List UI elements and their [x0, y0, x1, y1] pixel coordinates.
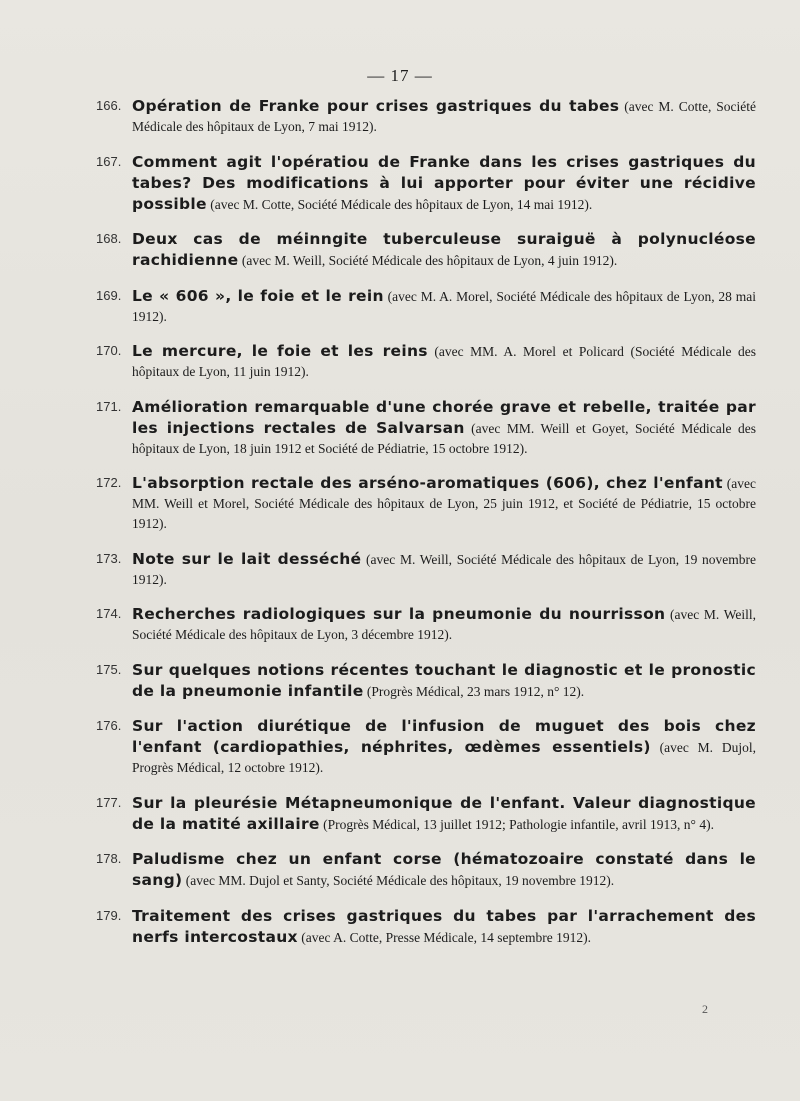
bibliography-entry-169	[96, 286, 756, 327]
page-number: — 17 —	[367, 66, 433, 85]
bibliography-entry-168	[96, 229, 756, 271]
entry-number: 178.	[96, 851, 122, 866]
entry-number: 169.	[96, 287, 122, 303]
entry-number: 172.	[96, 475, 122, 490]
entry-title: Paludisme chez un enfant corse (hématozoaire constaté dans le sang)	[132, 850, 756, 889]
signature-mark: 2	[702, 1002, 708, 1016]
entry-number: 173.	[96, 550, 122, 566]
bibliography-entry-172	[96, 473, 756, 534]
entry-title: Le mercure, le foie et les reins	[132, 342, 428, 360]
entry-title: Sur quelques notions récentes touchant le diagnostic et le pronostic de la pneumonie infantile	[132, 660, 756, 700]
entry-reference: (avec M. A. Morel, Société Médicale des hôpitaux de Lyon, 28 mai 1912).	[132, 288, 756, 324]
entry-title: Sur la pleurésie Métapneumonique de l'enfant. Valeur diagnostique de la matité axillaire	[132, 793, 756, 833]
bibliography-entry-176	[96, 716, 756, 778]
bibliography-entry-171	[96, 397, 756, 459]
entry-number: 179.	[96, 907, 122, 923]
entry-reference: (avec MM. Dujol et Santy, Société Médicale des hôpitaux, 19 novembre 1912).	[182, 873, 615, 888]
bibliography-list	[96, 96, 756, 962]
entry-title: Deux cas de méinngite tuberculeuse suraiguë à polynucléose rachidienne	[132, 230, 756, 269]
entry-title: Traitement des crises gastriques du tabes par l'arrachement des nerfs intercostaux	[132, 906, 756, 946]
entry-title: Sur l'action diurétique de l'infusion de muguet des bois chez l'enfant (cardiopathies, néphrites, œdèmes essentiels)	[132, 717, 756, 756]
bibliography-entry-167	[96, 152, 756, 215]
entry-number: 176.	[96, 718, 122, 733]
entry-number: 174.	[96, 606, 122, 621]
bibliography-entry-175	[96, 660, 756, 702]
entry-number: 171.	[96, 398, 122, 414]
entry-number: 168.	[96, 231, 122, 246]
entry-title: Note sur le lait desséché	[132, 549, 362, 568]
entry-number: 166.	[96, 98, 122, 113]
bibliography-entry-178	[96, 849, 756, 891]
entry-title: Comment agit l'opératiou de Franke dans les crises gastriques du tabes? Des modifications à lui apporter pour éviter une récidive possible	[132, 152, 756, 213]
entry-reference: (avec M. Weill, Société Médicale des hôpitaux de Lyon, 19 novembre 1912).	[132, 551, 756, 587]
entry-title: Recherches radiologiques sur la pneumonie du nourrisson	[132, 605, 666, 623]
bibliography-entry-174	[96, 604, 756, 645]
bibliography-entry-166	[96, 96, 756, 137]
entry-title: Le « 606 », le foie et le rein	[132, 286, 384, 305]
entry-title: Amélioration remarquable d'une chorée grave et rebelle, traitée par les injections rectales de Salvarsan	[132, 397, 756, 437]
entry-reference: (avec A. Cotte, Presse Médicale, 14 septembre 1912).	[297, 929, 592, 945]
entry-reference: (avec M. Dujol, Progrès Médical, 12 octobre 1912).	[132, 740, 757, 775]
entry-reference: (avec MM. Weill et Goyet, Société Médicale des hôpitaux de Lyon, 18 juin 1912 et Société de Pédiatrie, 15 octobre 1912).	[132, 420, 756, 456]
entry-reference: (Progrès Médical, 13 juillet 1912; Pathologie infantile, avril 1913, n° 4).	[319, 816, 714, 832]
bibliography-entry-173	[96, 549, 756, 590]
entry-reference: (avec M. Cotte, Société Médicale des hôpitaux de Lyon, 14 mai 1912).	[206, 196, 593, 212]
entry-number: 167.	[96, 153, 122, 169]
entry-reference: (avec M. Cotte, Société Médicale des hôpitaux de Lyon, 7 mai 1912).	[132, 99, 756, 134]
entry-title: Opération de Franke pour crises gastriques du tabes	[132, 97, 620, 115]
entry-number: 177.	[96, 794, 122, 810]
entry-reference: (avec M. Weill, Société Médicale des hôpitaux de Lyon, 4 juin 1912).	[238, 253, 618, 268]
entry-reference: (avec M. Weill, Société Médicale des hôpitaux de Lyon, 3 décembre 1912).	[132, 607, 756, 642]
entry-reference: (avec MM. Weill et Morel, Société Médicale des hôpitaux de Lyon, 25 juin 1912, et Société de Pédiatrie, 15 octobre 1912).	[132, 476, 756, 531]
bibliography-entry-170	[96, 341, 756, 382]
entry-title: L'absorption rectale des arséno-aromatiques (606), chez l'enfant	[132, 474, 723, 492]
bibliography-entry-177	[96, 793, 756, 835]
entry-number: 175.	[96, 661, 122, 677]
bibliography-entry-179	[96, 906, 756, 948]
entry-reference: (Progrès Médical, 23 mars 1912, n° 12).	[363, 683, 585, 699]
entry-reference: (avec MM. A. Morel et Policard (Société Médicale des hôpitaux de Lyon, 11 juin 1912).	[132, 344, 757, 379]
entry-number: 170.	[96, 343, 122, 358]
